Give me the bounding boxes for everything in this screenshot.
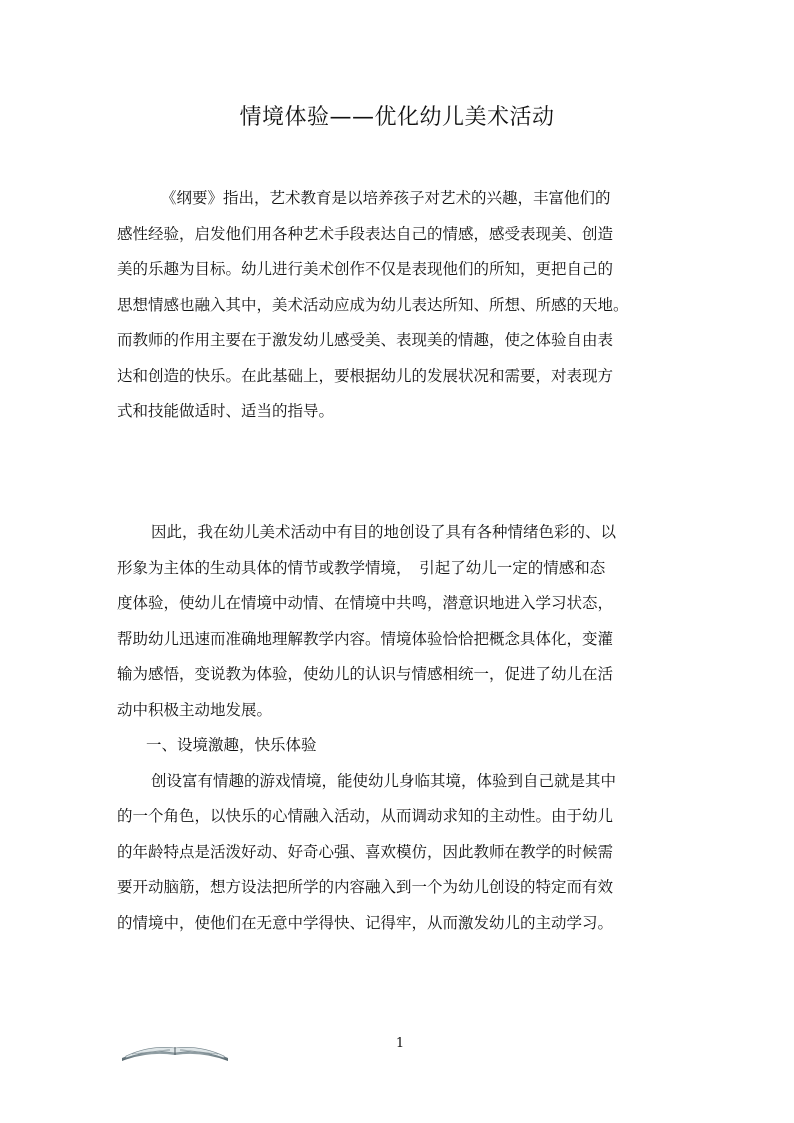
text-line: 达和创造的快乐。在此基础上，要根据幼儿的发展状况和需要，对表现方 (117, 366, 614, 385)
paragraph-intro (117, 181, 679, 430)
text-line: 的一个角色，以快乐的心情融入活动，从而调动求知的主动性。由于幼儿 (117, 807, 614, 825)
text-line: 《纲要》指出，艺术教育是以培养孩子对艺术的兴趣，丰富他们的 (161, 189, 611, 207)
text-line: 的情境中，使他们在无意中学得快、记得牢，从而激发幼儿的主动学习。 (117, 913, 614, 932)
text-line: 动中积极主动地发展。 (117, 700, 273, 719)
text-line: 要开动脑筋，想方设法把所学的内容融入到一个为幼儿创设的特定而有效 (117, 878, 614, 896)
text-line: 美的乐趣为目标。幼儿进行美术创作不仅是表现他们的所知，更把自己的 (117, 260, 614, 278)
text-line: 帮助幼儿迅速而准确地理解教学内容。情境体验恰恰把概念具体化，变灌 (117, 629, 614, 648)
text-line: 输为感悟，变说教为体验，使幼儿的认识与情感相统一，促进了幼儿在活 (117, 665, 614, 683)
page-number: 1 (395, 1036, 405, 1051)
text-line: 而教师的作用主要在于激发幼儿感受美、表现美的情趣，使之体验自由表 (117, 331, 614, 349)
text-line: 形象为主体的生动具体的情节或教学情境， 引起了幼儿一定的情感和态 (117, 558, 606, 577)
text-line: 思想情感也融入其中，美术活动应成为幼儿表达所知、所想、所感的天地。 (117, 295, 629, 314)
text-line: 创设富有情趣的游戏情境，能使幼儿身临其境，体验到自己就是其中 (151, 771, 617, 790)
section-heading: 一、设境激趣，快乐体验 (146, 736, 317, 754)
text-line: 式和技能做适时、适当的指导。 (117, 402, 335, 420)
document-title: 情境体验——优化幼儿美术活动 (239, 105, 555, 130)
open-book-icon (120, 1038, 230, 1062)
paragraph-body (117, 515, 679, 941)
text-line: 度体验，使幼儿在情境中动情、在情境中共鸣，潜意识地进入学习状态， (117, 594, 614, 612)
text-line: 的年龄特点是活泼好动、好奇心强、喜欢模仿，因此教师在教学的时候需 (117, 842, 614, 861)
text-line: 感性经验，启发他们用各种艺术手段表达自己的情感，感受表现美、创造 (117, 224, 614, 243)
text-line: 因此，我在幼儿美术活动中有目的地创设了具有各种情绪色彩的、以 (151, 523, 617, 541)
